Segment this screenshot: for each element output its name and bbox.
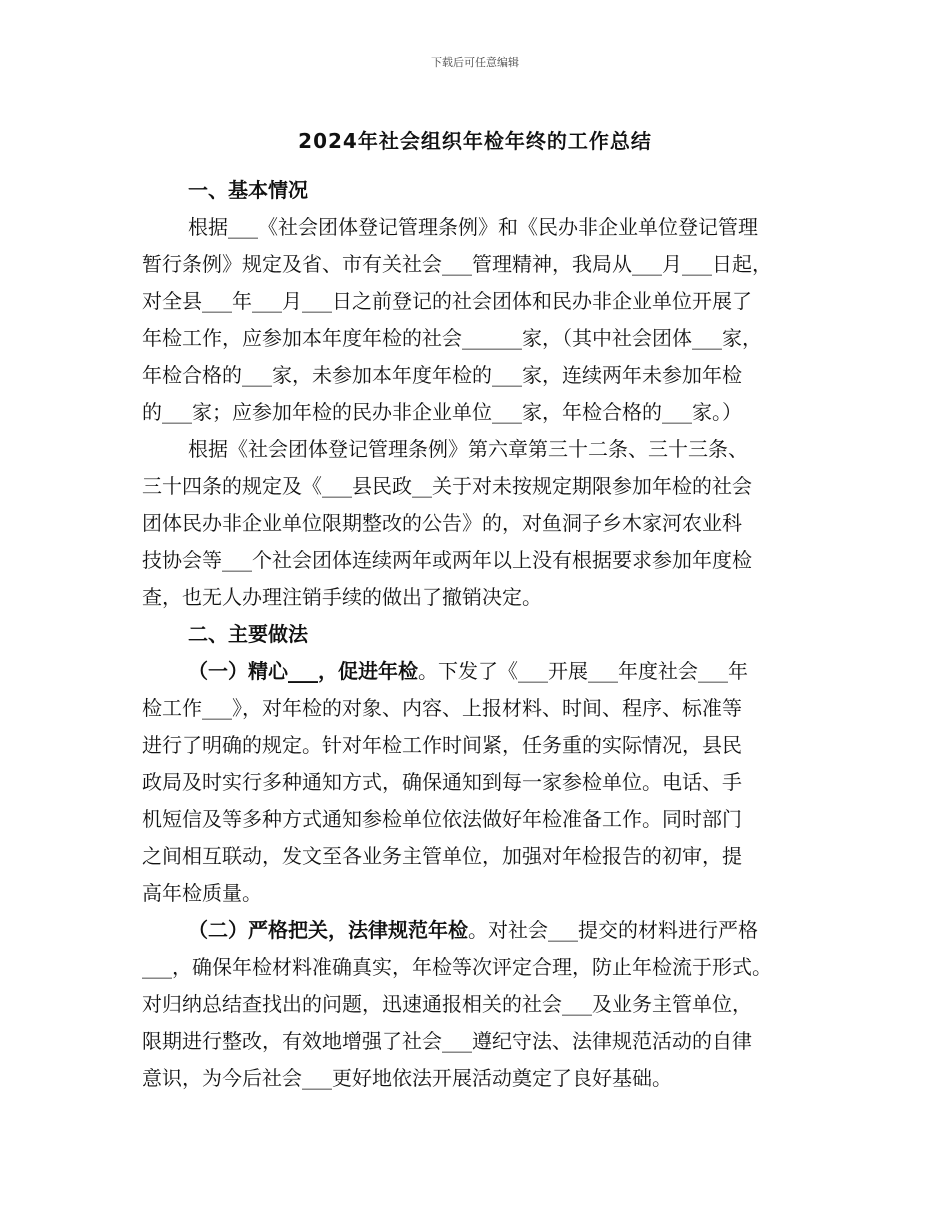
text-line: 三十四条的规定及《___县民政__关于对未按规定期限参加年检的社会 xyxy=(142,474,752,498)
paragraph-method-1 xyxy=(142,653,812,912)
subsection-lead: （一）精心___，促进年检 xyxy=(188,659,418,683)
page-header-note: 下载后可任意编辑 xyxy=(431,56,519,69)
text-line: 进行了明确的规定。针对年检工作时间紧，任务重的实际情况，县民 xyxy=(142,733,742,757)
text-line: ___，确保年检材料准确真实，年检等次评定合理，防止年检流于形式。 xyxy=(142,955,772,979)
document-body xyxy=(142,172,812,1097)
text-line: 根据___《社会团体登记管理条例》和《民办非企业单位登记管理 xyxy=(188,215,758,239)
section-heading-basic: 一、基本情况 xyxy=(188,178,308,202)
text-line: 团体民办非企业单位限期整改的公告》的，对鱼洞子乡木家河农业科 xyxy=(142,511,742,535)
text-line: 机短信及等多种方式通知参检单位依法做好年检准备工作。同时部门 xyxy=(142,807,742,831)
text-line: 技协会等___个社会团体连续两年或两年以上没有根据要求参加年度检 xyxy=(142,548,752,572)
text-line: 高年检质量。 xyxy=(142,881,262,905)
text-line: 政局及时实行多种通知方式，确保通知到每一家参检单位。电话、手 xyxy=(142,770,742,794)
text-line: 对全县___年___月___日之前登记的社会团体和民办非企业单位开展了 xyxy=(142,289,752,313)
paragraph-method-2 xyxy=(142,912,812,1097)
text-line: 根据《社会团体登记管理条例》第六章第三十二条、三十三条、 xyxy=(188,437,748,461)
paragraph-basic-2 xyxy=(142,431,812,616)
text-line: 的___家；应参加年检的民办非企业单位___家，年检合格的___家。） xyxy=(142,400,742,424)
document-title: 2024年社会组织年检年终的工作总结 xyxy=(298,129,652,153)
text-line xyxy=(142,912,812,949)
text-line: 检工作___》，对年检的对象、内容、上报材料、时间、程序、标准等 xyxy=(142,696,742,720)
text-line: 对归纳总结查找出的问题，迅速通报相关的社会___及业务主管单位， xyxy=(142,992,752,1016)
text-run: 。对社会___提交的材料进行严格 xyxy=(468,918,758,942)
text-line: 之间相互联动，发文至各业务主管单位，加强对年检报告的初审，提 xyxy=(142,844,742,868)
text-line: 限期进行整改，有效地增强了社会___遵纪守法、法律规范活动的自律 xyxy=(142,1029,752,1053)
paragraph-basic-1 xyxy=(142,209,812,431)
text-line: 意识，为今后社会___更好地依法开展活动奠定了良好基础。 xyxy=(142,1066,672,1090)
text-line: 年检工作，应参加本年度年检的社会______家，（其中社会团体___家， xyxy=(142,326,762,350)
subsection-lead: （二）严格把关，法律规范年检 xyxy=(188,918,468,942)
text-line xyxy=(142,653,812,690)
text-line: 暂行条例》规定及省、市有关社会___管理精神，我局从___月___日起， xyxy=(142,252,772,276)
text-line: 查，也无人办理注销手续的做出了撤销决定。 xyxy=(142,585,542,609)
text-run: 。下发了《___开展___年度社会___年 xyxy=(418,659,748,683)
text-line: 年检合格的___家，未参加本年度年检的___家，连续两年未参加年检 xyxy=(142,363,742,387)
section-heading-methods: 二、主要做法 xyxy=(188,622,308,646)
